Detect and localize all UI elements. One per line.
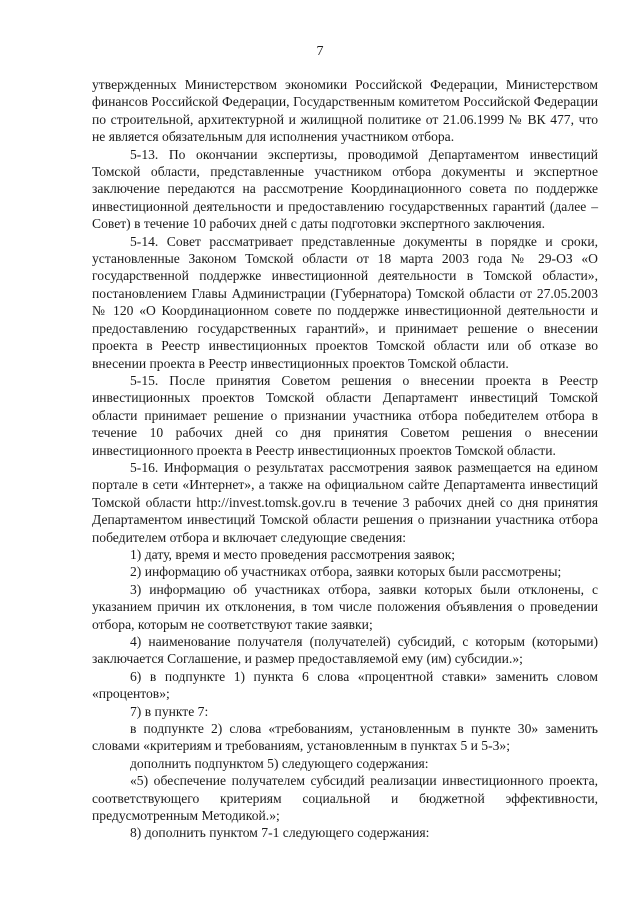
amendment-8: 8) дополнить пунктом 7-1 следующего содержания:: [130, 825, 430, 841]
amendment-7-add-subpoint: дополнить подпунктом 5) следующего содержания:: [130, 755, 429, 771]
paragraph-5-14: 5-14. Совет рассматривает представленные документы в порядке и сроки, установленные Законом Томской области от 18 марта 2003 года № 29-ОЗ «О государственной поддержке инвестиционной деятельности в Томской области», постановлением Главы Администрации (Губернатора) Томской области от 27.05.2003 № 120 «О Координационном совете по поддержке инвестиционной деятельности и предоставлению государственных гарантий», и принимает решение о внесении проекта в Реестр инвестиционных проектов Томской области или об отказе во внесении проекта в Реестр инвестиционных проектов Томской области.: [92, 233, 598, 371]
paragraph-5-15: 5-15. После принятия Советом решения о внесении проекта в Реестр инвестиционных проектов Томской области Департамент инвестиций Томской области принимает решение о признании участника отбора победителем отбора в течение 10 рабочих дней со дня принятия Советом решения о внесении инвестиционного проекта в Реестр инвестиционных проектов Томской области.: [92, 372, 598, 458]
list-item-3: 3) информацию об участниках отбора, заявки которых были отклонены, с указанием причин их отклонения, в том числе положения объявления о проведении отбора, которым не соответствуют такие заявки;: [92, 581, 598, 632]
amendment-6: 6) в подпункте 1) пункта 6 слова «процентной ставки» заменить словом «процентов»;: [92, 668, 598, 702]
list-item-4: 4) наименование получателя (получателей) субсидий, с которым (которыми) заключается Соглашение, и размер предоставляемой ему (им) субсидии.»;: [92, 634, 598, 667]
document-body: [92, 76, 598, 842]
paragraph-5-16: 5-16. Информация о результатах рассмотрения заявок размещается на едином портале в сети «Интернет», а также на официальном сайте Департамента инвестиций Томской области http://invest.tomsk.gov.ru в течение 3 рабочих дней со дня принятия Департаментом инвестиций Томской области решения о признании участника отбора победителем отбора и включает следующие сведения:: [92, 459, 598, 545]
page-number: 7: [316, 44, 324, 59]
list-item-2: 2) информацию об участниках отбора, заявки которых были рассмотрены;: [130, 564, 562, 580]
amendment-7: 7) в пункте 7:: [130, 703, 209, 719]
list-item-1: 1) дату, время и место проведения рассмотрения заявок;: [130, 546, 456, 562]
paragraph-5-13: 5-13. По окончании экспертизы, проводимой Департаментом инвестиций Томской области, представленные участником отбора документы и экспертное заключение передаются на рассмотрение Координационного совета по поддержке инвестиционной деятельности и предоставлению государственных гарантий (далее – Совет) в течение 10 рабочих дней с даты подготовки экспертного заключения.: [92, 146, 598, 232]
amendment-7-subpoint-2: в подпункте 2) слова «требованиям, установленным в пункте 30» заменить словами «критериям и требованиям, установленным в пунктах 5 и 5-3»;: [92, 721, 598, 754]
paragraph-continuation: утвержденных Министерством экономики Российской Федерации, Министерством финансов Российской Федерации, Государственным комитетом Российской Федерации по строительной, архитектурной и жилищной политике от 21.06.1999 № ВК 477, что не является обязательным для исполнения участником отбора.: [92, 77, 598, 145]
amendment-7-subpoint-5: «5) обеспечение получателем субсидий реализации инвестиционного проекта, соответствующего критериям социальной и бюджетной эффективности, предусмотренным Методикой.»;: [92, 773, 598, 824]
